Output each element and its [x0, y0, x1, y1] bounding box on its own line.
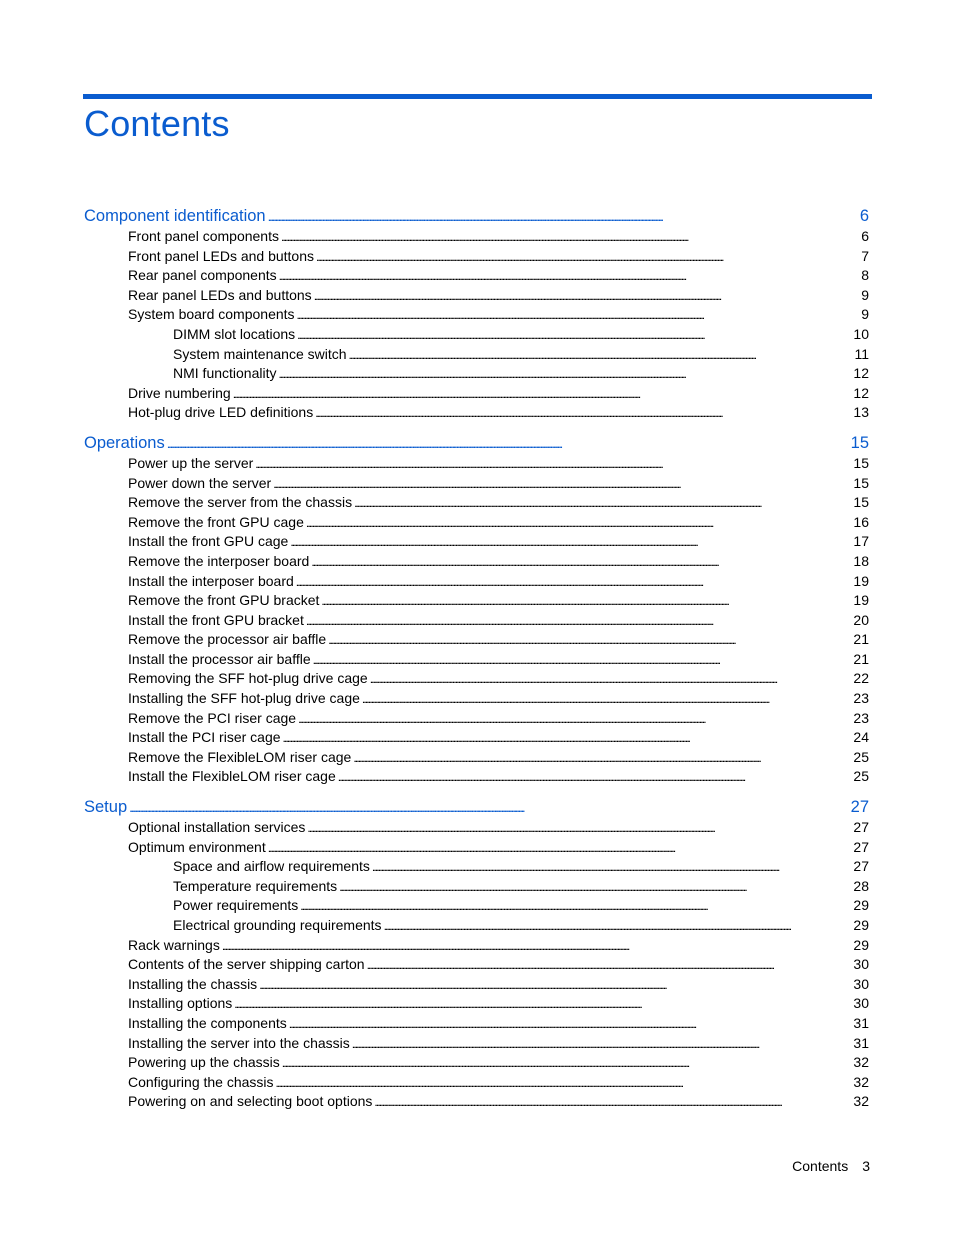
toc-entry-page-number: 22: [853, 670, 869, 687]
dot-leader: [384, 916, 852, 937]
toc-entry-label: Install the front GPU cage: [128, 533, 289, 550]
toc-entry-page-number: 15: [853, 454, 869, 471]
dot-leader: [313, 650, 852, 671]
toc-entry-page-number: 30: [853, 995, 869, 1012]
toc-entry-page-number: 19: [853, 572, 869, 589]
toc-entry-page-number: 6: [859, 207, 869, 225]
toc-entry-label: Remove the FlexibleLOM riser cage: [128, 748, 352, 765]
dot-leader: [306, 611, 852, 632]
toc-entry-link[interactable]: [84, 818, 869, 838]
toc-entry-label: Powering up the chassis: [128, 1054, 280, 1071]
toc-entry-label: Space and airflow requirements: [173, 858, 370, 875]
dot-leader: [352, 1034, 852, 1055]
dot-leader: [290, 532, 851, 553]
footer-section-label: Contents: [792, 1158, 849, 1174]
toc-entry-label: Operations: [84, 433, 165, 452]
toc-entry-link[interactable]: [84, 513, 869, 533]
dot-leader: [300, 896, 851, 917]
toc-entry-label: Installing the chassis: [128, 975, 258, 992]
toc-entry-page-number: 31: [853, 1014, 869, 1031]
toc-entry-link[interactable]: [84, 1073, 869, 1093]
toc-entry-label: Optimum environment: [128, 838, 266, 855]
toc-entry-label: Remove the interposer board: [128, 552, 310, 569]
toc-entry-page-number: 27: [853, 819, 869, 836]
footer-page-number: 3: [862, 1158, 870, 1174]
dot-leader: [273, 474, 851, 495]
toc-entry-link[interactable]: [84, 454, 869, 474]
dot-leader: [268, 205, 858, 228]
toc-entry-label: Rear panel components: [128, 267, 277, 284]
toc-entry-page-number: 27: [850, 798, 869, 817]
dot-leader: [129, 796, 849, 819]
toc-entry-label: Remove the front GPU cage: [128, 513, 304, 530]
dot-leader: [315, 403, 851, 424]
dot-leader: [279, 266, 860, 287]
dot-leader: [268, 838, 852, 859]
toc-entry-page-number: 9: [861, 306, 869, 323]
toc-entry-link[interactable]: [84, 1053, 869, 1073]
toc-entry-label: Setup: [84, 798, 128, 817]
toc-entry-label: Rack warnings: [128, 936, 220, 953]
toc-entry-label: Hot-plug drive LED definitions: [128, 404, 314, 421]
toc-entry-link[interactable]: [84, 1034, 869, 1054]
toc-entry-link[interactable]: [84, 493, 869, 513]
toc-entry-page-number: 25: [853, 748, 869, 765]
toc-entry-page-number: 15: [850, 433, 869, 452]
toc-entry-page-number: 24: [853, 729, 869, 746]
toc-entry-label: Power requirements: [173, 897, 299, 914]
toc-entry-link[interactable]: [84, 572, 869, 592]
toc-entry-page-number: 25: [853, 768, 869, 785]
toc-entry-label: Power up the server: [128, 454, 254, 471]
toc-entry-link[interactable]: [84, 857, 869, 877]
dot-leader: [374, 1092, 851, 1113]
toc-entry-page-number: 23: [853, 690, 869, 707]
toc-entry-page-number: 29: [853, 917, 869, 933]
toc-entry-link[interactable]: [84, 630, 869, 650]
dot-leader: [362, 689, 852, 710]
page-footer: [792, 1158, 870, 1174]
toc-entry-link[interactable]: [84, 916, 869, 936]
toc-entry-link[interactable]: [84, 689, 869, 709]
toc-entry-label: Front panel components: [128, 228, 279, 244]
toc-entry-page-number: 9: [861, 286, 869, 303]
toc-entry-page-number: 6: [861, 228, 869, 244]
toc-entry-link[interactable]: [84, 266, 869, 286]
toc-entry-page-number: 32: [853, 1073, 869, 1090]
toc-entry-label: Install the front GPU bracket: [128, 611, 304, 628]
dot-leader: [298, 709, 851, 730]
dot-leader: [276, 1073, 852, 1094]
toc-entry-label: Installing the components: [128, 1014, 287, 1031]
toc-chapter-link[interactable]: [84, 432, 869, 454]
toc-entry-page-number: 11: [854, 345, 869, 362]
toc-entry-link[interactable]: [84, 877, 869, 897]
dot-leader: [281, 227, 859, 248]
toc-entry-page-number: 10: [853, 325, 869, 342]
toc-entry-page-number: 19: [853, 592, 869, 609]
toc-entry-page-number: 15: [853, 474, 869, 491]
dot-leader: [370, 669, 852, 690]
dot-leader: [222, 936, 852, 957]
dot-leader: [321, 591, 851, 612]
toc-entry-label: Rear panel LEDs and buttons: [128, 286, 312, 303]
toc-entry-link[interactable]: [84, 345, 869, 365]
dot-leader: [367, 955, 852, 976]
toc-entry-link[interactable]: [84, 1092, 869, 1112]
toc-entry-page-number: 7: [861, 247, 869, 264]
toc-entry-label: Electrical grounding requirements: [173, 917, 382, 933]
toc-entry-page-number: 17: [853, 533, 869, 550]
toc-entry-label: Install the interposer board: [128, 572, 294, 589]
dot-leader: [282, 1053, 852, 1074]
dot-leader: [354, 493, 851, 514]
toc-entry-link[interactable]: [84, 650, 869, 670]
dot-leader: [353, 748, 851, 769]
dot-leader: [311, 552, 851, 573]
dot-leader: [349, 345, 853, 366]
toc-entry-link[interactable]: [84, 669, 869, 689]
dot-leader: [306, 513, 852, 534]
toc-entry-label: NMI functionality: [173, 365, 277, 382]
toc-entry-page-number: 15: [853, 494, 869, 511]
toc-entry-link[interactable]: [84, 728, 869, 748]
dot-leader: [289, 1014, 852, 1035]
toc-chapter-link[interactable]: [84, 796, 869, 818]
toc-entry-link[interactable]: [84, 955, 869, 975]
toc-entry-label: Optional installation services: [128, 819, 306, 836]
toc-entry-link[interactable]: [84, 994, 869, 1014]
toc-entry-page-number: 31: [853, 1034, 869, 1051]
dot-leader: [233, 384, 852, 405]
toc-entry-label: System board components: [128, 306, 295, 323]
toc-entry-link[interactable]: [84, 552, 869, 572]
toc-entry-label: Temperature requirements: [173, 877, 338, 894]
toc-entry-link[interactable]: [84, 532, 869, 552]
toc-entry-page-number: 8: [861, 267, 869, 284]
toc-entry-page-number: 21: [853, 650, 869, 667]
toc-chapter-link[interactable]: [84, 205, 869, 227]
toc-entry-link[interactable]: [84, 748, 869, 768]
toc-entry-label: Power down the server: [128, 474, 272, 491]
toc-entry-link[interactable]: [84, 975, 869, 995]
toc-entry-link[interactable]: [84, 1014, 869, 1034]
toc-entry-page-number: 21: [853, 631, 869, 648]
page-title: Contents: [84, 103, 230, 144]
toc-entry-link[interactable]: [84, 364, 869, 384]
dot-leader: [307, 818, 851, 839]
toc-entry-page-number: 30: [853, 956, 869, 973]
toc-entry-label: Installing options: [128, 995, 233, 1012]
dot-leader: [259, 975, 851, 996]
toc-entry-link[interactable]: [84, 325, 869, 345]
toc-entry-label: Removing the SFF hot-plug drive cage: [128, 670, 368, 687]
toc-entry-label: Install the FlexibleLOM riser cage: [128, 768, 336, 785]
toc-entry-label: Remove the server from the chassis: [128, 494, 353, 511]
dot-leader: [278, 364, 851, 385]
title-rule: [83, 94, 872, 99]
toc-entry-page-number: 32: [853, 1093, 869, 1110]
toc-entry-label: Contents of the server shipping carton: [128, 956, 365, 973]
dot-leader: [316, 247, 859, 268]
dot-leader: [283, 728, 852, 749]
toc-entry-label: Installing the SFF hot-plug drive cage: [128, 690, 360, 707]
toc-entry-label: Front panel LEDs and buttons: [128, 247, 315, 264]
dot-leader: [338, 767, 852, 788]
toc-entry-label: Installing the server into the chassis: [128, 1034, 350, 1051]
toc-entry-link[interactable]: [84, 384, 869, 404]
toc-entry-page-number: 20: [853, 611, 869, 628]
toc-entry-link[interactable]: [84, 474, 869, 494]
toc-entry-label: DIMM slot locations: [173, 325, 296, 342]
toc-entry-link[interactable]: [84, 403, 869, 423]
toc-entry-label: Component identification: [84, 207, 266, 225]
dot-leader: [339, 877, 851, 898]
toc-entry-page-number: 12: [853, 384, 869, 401]
toc-entry-link[interactable]: [84, 611, 869, 631]
toc-entry-label: Install the PCI riser cage: [128, 729, 281, 746]
toc-entry-link[interactable]: [84, 247, 869, 267]
toc-entry-label: Powering on and selecting boot options: [128, 1093, 373, 1110]
toc-entry-page-number: 13: [853, 404, 869, 421]
dot-leader: [234, 994, 851, 1015]
toc-entry-page-number: 29: [853, 897, 869, 914]
toc-entry-link[interactable]: [84, 767, 869, 787]
toc-entry-page-number: 27: [853, 838, 869, 855]
toc-entry-link[interactable]: [84, 709, 869, 729]
toc-entry-link[interactable]: [84, 286, 869, 306]
table-of-contents: [84, 205, 869, 1112]
toc-entry-page-number: 30: [853, 975, 869, 992]
dot-leader: [372, 857, 852, 878]
dot-leader: [297, 325, 851, 346]
toc-entry-label: Install the processor air baffle: [128, 650, 311, 667]
toc-entry-page-number: 28: [853, 877, 869, 894]
toc-entry-page-number: 32: [853, 1054, 869, 1071]
dot-leader: [328, 630, 851, 651]
toc-entry-link[interactable]: [84, 591, 869, 611]
toc-entry-link[interactable]: [84, 896, 869, 916]
toc-entry-label: Configuring the chassis: [128, 1073, 274, 1090]
toc-entry-label: Drive numbering: [128, 384, 231, 401]
toc-entry-label: Remove the processor air baffle: [128, 631, 327, 648]
toc-entry-page-number: 23: [853, 709, 869, 726]
toc-entry-link[interactable]: [84, 305, 869, 325]
toc-entry-page-number: 29: [853, 936, 869, 953]
toc-entry-link[interactable]: [84, 936, 869, 956]
dot-leader: [296, 572, 852, 593]
toc-entry-page-number: 27: [853, 858, 869, 875]
toc-entry-page-number: 18: [853, 552, 869, 569]
toc-entry-link[interactable]: [84, 838, 869, 858]
toc-entry-page-number: 16: [853, 513, 869, 530]
toc-entry-link[interactable]: [84, 227, 869, 247]
toc-entry-label: Remove the PCI riser cage: [128, 709, 297, 726]
dot-leader: [255, 454, 851, 475]
dot-leader: [314, 286, 860, 307]
dot-leader: [297, 305, 860, 326]
toc-entry-page-number: 12: [853, 365, 869, 382]
dot-leader: [167, 432, 849, 455]
toc-entry-label: System maintenance switch: [173, 345, 347, 362]
toc-entry-label: Remove the front GPU bracket: [128, 592, 320, 609]
